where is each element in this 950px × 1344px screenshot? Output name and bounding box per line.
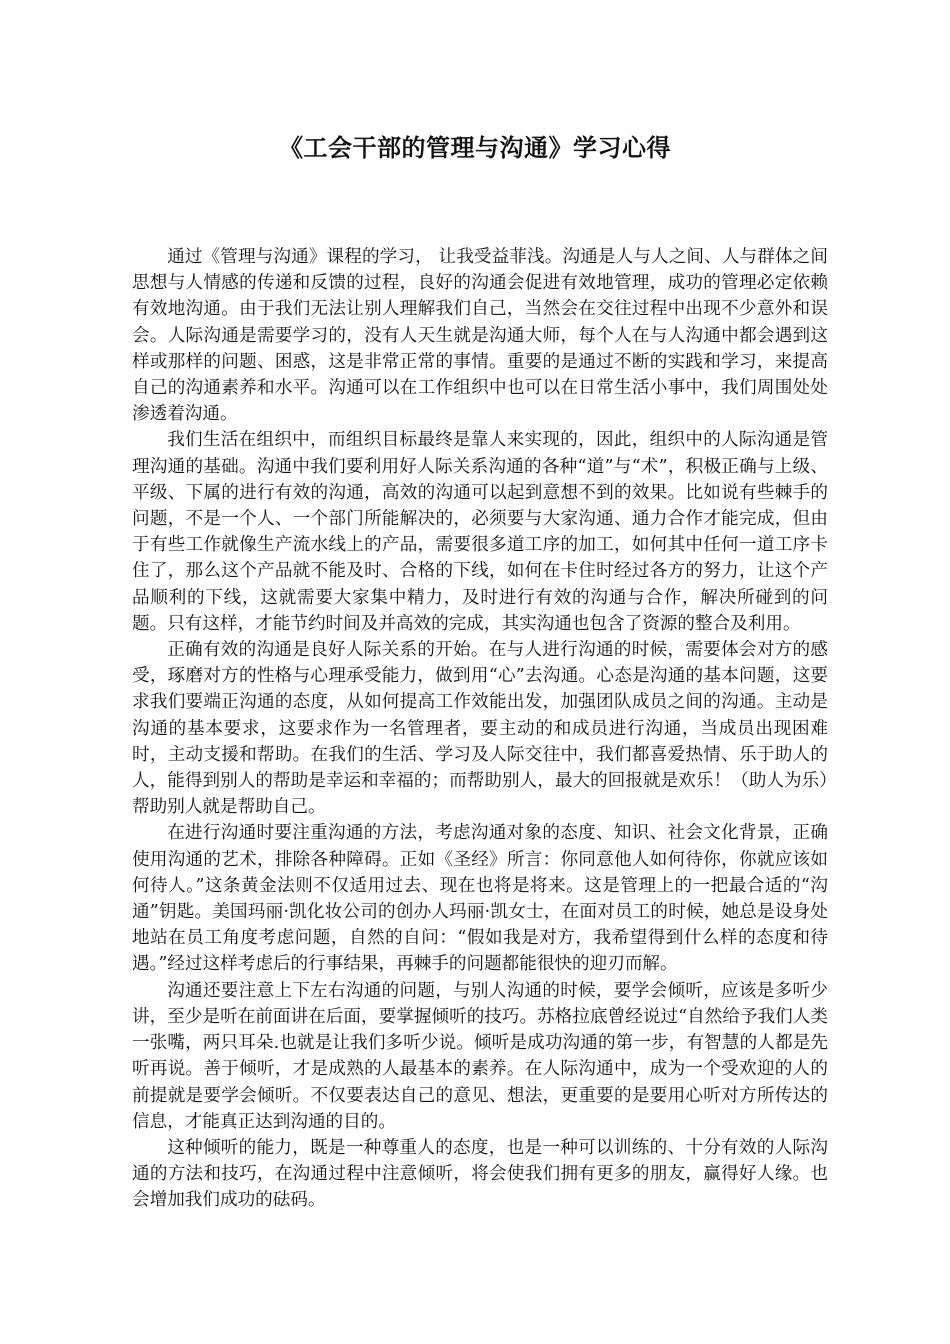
paragraph: 在进行沟通时要注重沟通的方法，考虑沟通对象的态度、知识、社会文化背景，正确使用沟通的艺术，排除各种障碍。正如《圣经》所言：你同意他人如何待你，你就应该如何待人。”这条黄金法则不仅适用过去、现在也将是将来。这是管理上的一把最合适的“沟通”钥匙。美国玛丽·凯化妆公司的创办人玛丽·凯女士，在面对员工的时候，她总是设身处地站在员工角度考虑问题，自然的自问：“假如我是对方，我希望得到什么样的态度和待遇。”经过这样考虑后的行事结果，再棘手的问题都能很快的迎刃而解。 xyxy=(132,823,828,975)
paragraph: 通过《管理与沟通》课程的学习， 让我受益菲浅。沟通是人与人之间、人与群体之间思想与人情感的传递和反馈的过程，良好的沟通会促进有效地管理，成功的管理必定依赖有效地沟通。由于我们无法让别人理解我们自己，当然会在交往过程中出现不少意外和误会。人际沟通是需要学习的，没有人天生就是沟通大师，每个人在与人沟通中都会遇到这样或那样的问题、困惑，这是非常正常的事情。重要的是通过不断的实践和学习，来提高自己的沟通素养和水平。沟通可以在工作组织中也可以在日常生活小事中，我们周围处处渗透着沟通。 xyxy=(132,247,828,425)
paragraph: 正确有效的沟通是良好人际关系的开始。在与人进行沟通的时候，需要体会对方的感受，琢磨对方的性格与心理承受能力，做到用“心”去沟通。心态是沟通的基本问题，这要求我们要端正沟通的态度，从如何提高工作效能出发，加强团队成员之间的沟通。主动是沟通的基本要求，这要求作为一名管理者，要主动的和成员进行沟通，当成员出现困难时，主动支援和帮助。在我们的生活、学习及人际交往中，我们都喜爱热情、乐于助人的人，能得到别人的帮助是幸运和幸福的；而帮助别人，最大的回报就是欢乐！（助人为乐）帮助别人就是帮助自己。 xyxy=(132,640,828,818)
document-body xyxy=(132,244,828,1214)
paragraph: 我们生活在组织中，而组织目标最终是靠人来实现的，因此，组织中的人际沟通是管理沟通的基础。沟通中我们要利用好人际关系沟通的各种“道”与“术”，积极正确与上级、平级、下属的进行有效的沟通，高效的沟通可以起到意想不到的效果。比如说有些棘手的问题，不是一个人、一个部门所能解决的，必须要与大家沟通、通力合作才能完成，但由于有些工作就像生产流水线上的产品，需要很多道工序的加工，如何其中任何一道工序卡住了，那么这个产品就不能及时、合格的下线，如何在卡住时经过各方的努力，让这个产品顺利的下线，这就需要大家集中精力，及时进行有效的沟通与合作，解决所碰到的问题。只有这样，才能节约时间及并高效的完成，其实沟通也包含了资源的整合及利用。 xyxy=(132,430,828,634)
paragraph: 这种倾听的能力，既是一种尊重人的态度，也是一种可以训练的、十分有效的人际沟通的方法和技巧，在沟通过程中注意倾听，将会使我们拥有更多的朋友，赢得好人缘。也会增加我们成功的砝码。 xyxy=(132,1137,828,1211)
document-title: 《工会干部的管理与沟通》学习心得 xyxy=(279,134,671,162)
paragraph: 沟通还要注意上下左右沟通的问题，与别人沟通的时候，要学会倾听，应该是多听少讲，至少是听在前面讲在后面，要掌握倾听的技巧。苏格拉底曾经说过“自然给予我们人类一张嘴，两只耳朵.也就是让我们多听少说。倾听是成功沟通的第一步，有智慧的人都是先听再说。善于倾听，才是成熟的人最基本的素养。在人际沟通中，成为一个受欢迎的人的前提就是要学会倾听。不仅要表达自己的意见、想法，更重要的是要用心听对方所传达的信息，才能真正达到沟通的目的。 xyxy=(132,980,828,1132)
